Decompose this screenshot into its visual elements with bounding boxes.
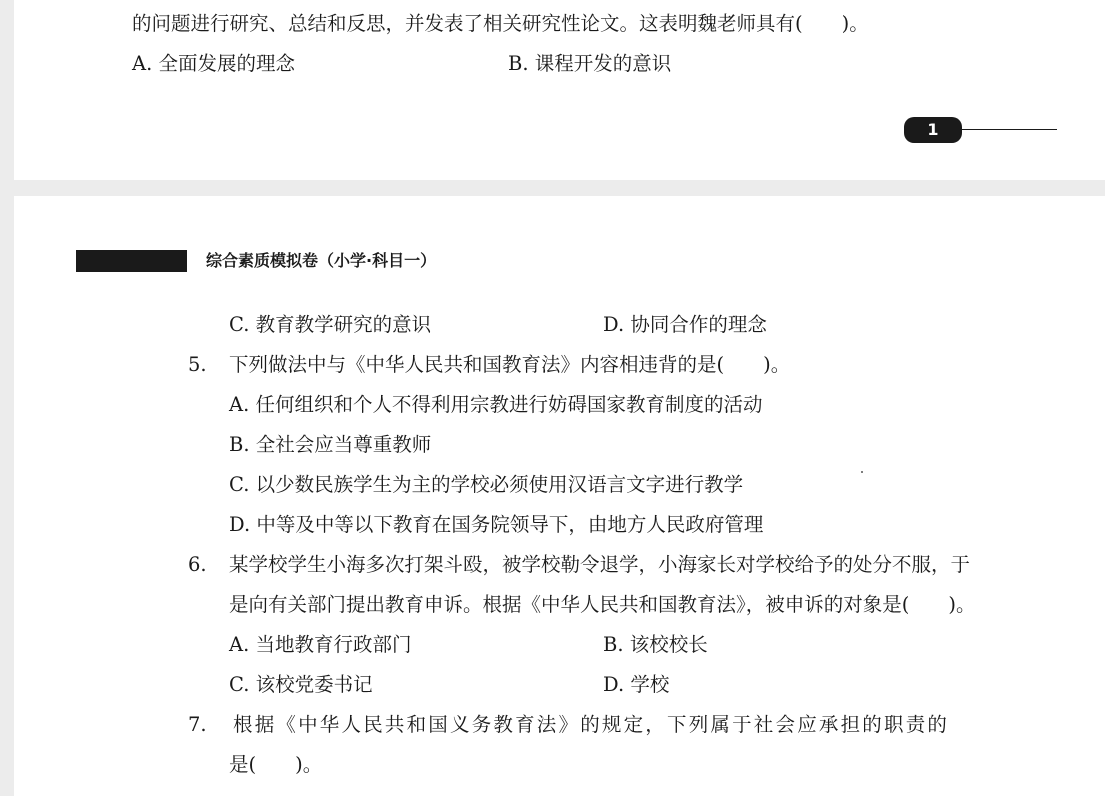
question-4-stem-continuation: 的问题进行研究、总结和反思，并发表了相关研究性论文。这表明魏老师具有( )。 <box>132 12 869 35</box>
question-7-stem-line2: 是( )。 <box>229 753 323 776</box>
page-number-rule <box>962 129 1057 130</box>
stray-dot <box>861 471 863 473</box>
previous-page <box>14 0 1105 180</box>
question-4-option-c: C. 教育教学研究的意识 <box>229 313 432 336</box>
question-6-stem-line1: 某学校学生小海多次打架斗殴，被学校勒令退学，小海家长对学校给予的处分不服，于 <box>229 553 971 576</box>
question-5-option-a: A. 任何组织和个人不得利用宗教进行妨碍国家教育制度的活动 <box>229 393 763 416</box>
current-page <box>14 196 1105 796</box>
header-title: 综合素质模拟卷（小学·科目一） <box>206 251 437 270</box>
question-7-stem-line1: 根据《中华人民共和国义务教育法》的规定，下列属于社会应承担的职责的 <box>233 713 950 736</box>
question-6-option-b: B. 该校校长 <box>603 633 708 656</box>
question-5-option-b: B. 全社会应当尊重教师 <box>229 433 432 456</box>
question-6-option-a: A. 当地教育行政部门 <box>229 633 412 656</box>
header-black-bar <box>76 250 187 272</box>
question-6-option-c: C. 该校党委书记 <box>229 673 373 696</box>
question-5-option-c: C. 以少数民族学生为主的学校必须使用汉语言文字进行教学 <box>229 473 744 496</box>
question-5-number: 5. <box>188 353 207 376</box>
question-4-option-b: B. 课程开发的意识 <box>508 52 672 75</box>
page-number-badge: 1 <box>904 117 962 143</box>
question-6-number: 6. <box>188 553 207 576</box>
question-5-stem: 下列做法中与《中华人民共和国教育法》内容相违背的是( )。 <box>229 353 791 376</box>
question-4-option-a: A. 全面发展的理念 <box>132 52 295 75</box>
question-5-option-d: D. 中等及中等以下教育在国务院领导下，由地方人民政府管理 <box>229 513 764 536</box>
question-6-stem-line2: 是向有关部门提出教育申诉。根据《中华人民共和国教育法》，被申诉的对象是( )。 <box>229 593 976 616</box>
question-4-option-d: D. 协同合作的理念 <box>603 313 767 336</box>
question-6-option-d: D. 学校 <box>603 673 670 696</box>
question-7-number: 7. <box>188 713 207 736</box>
